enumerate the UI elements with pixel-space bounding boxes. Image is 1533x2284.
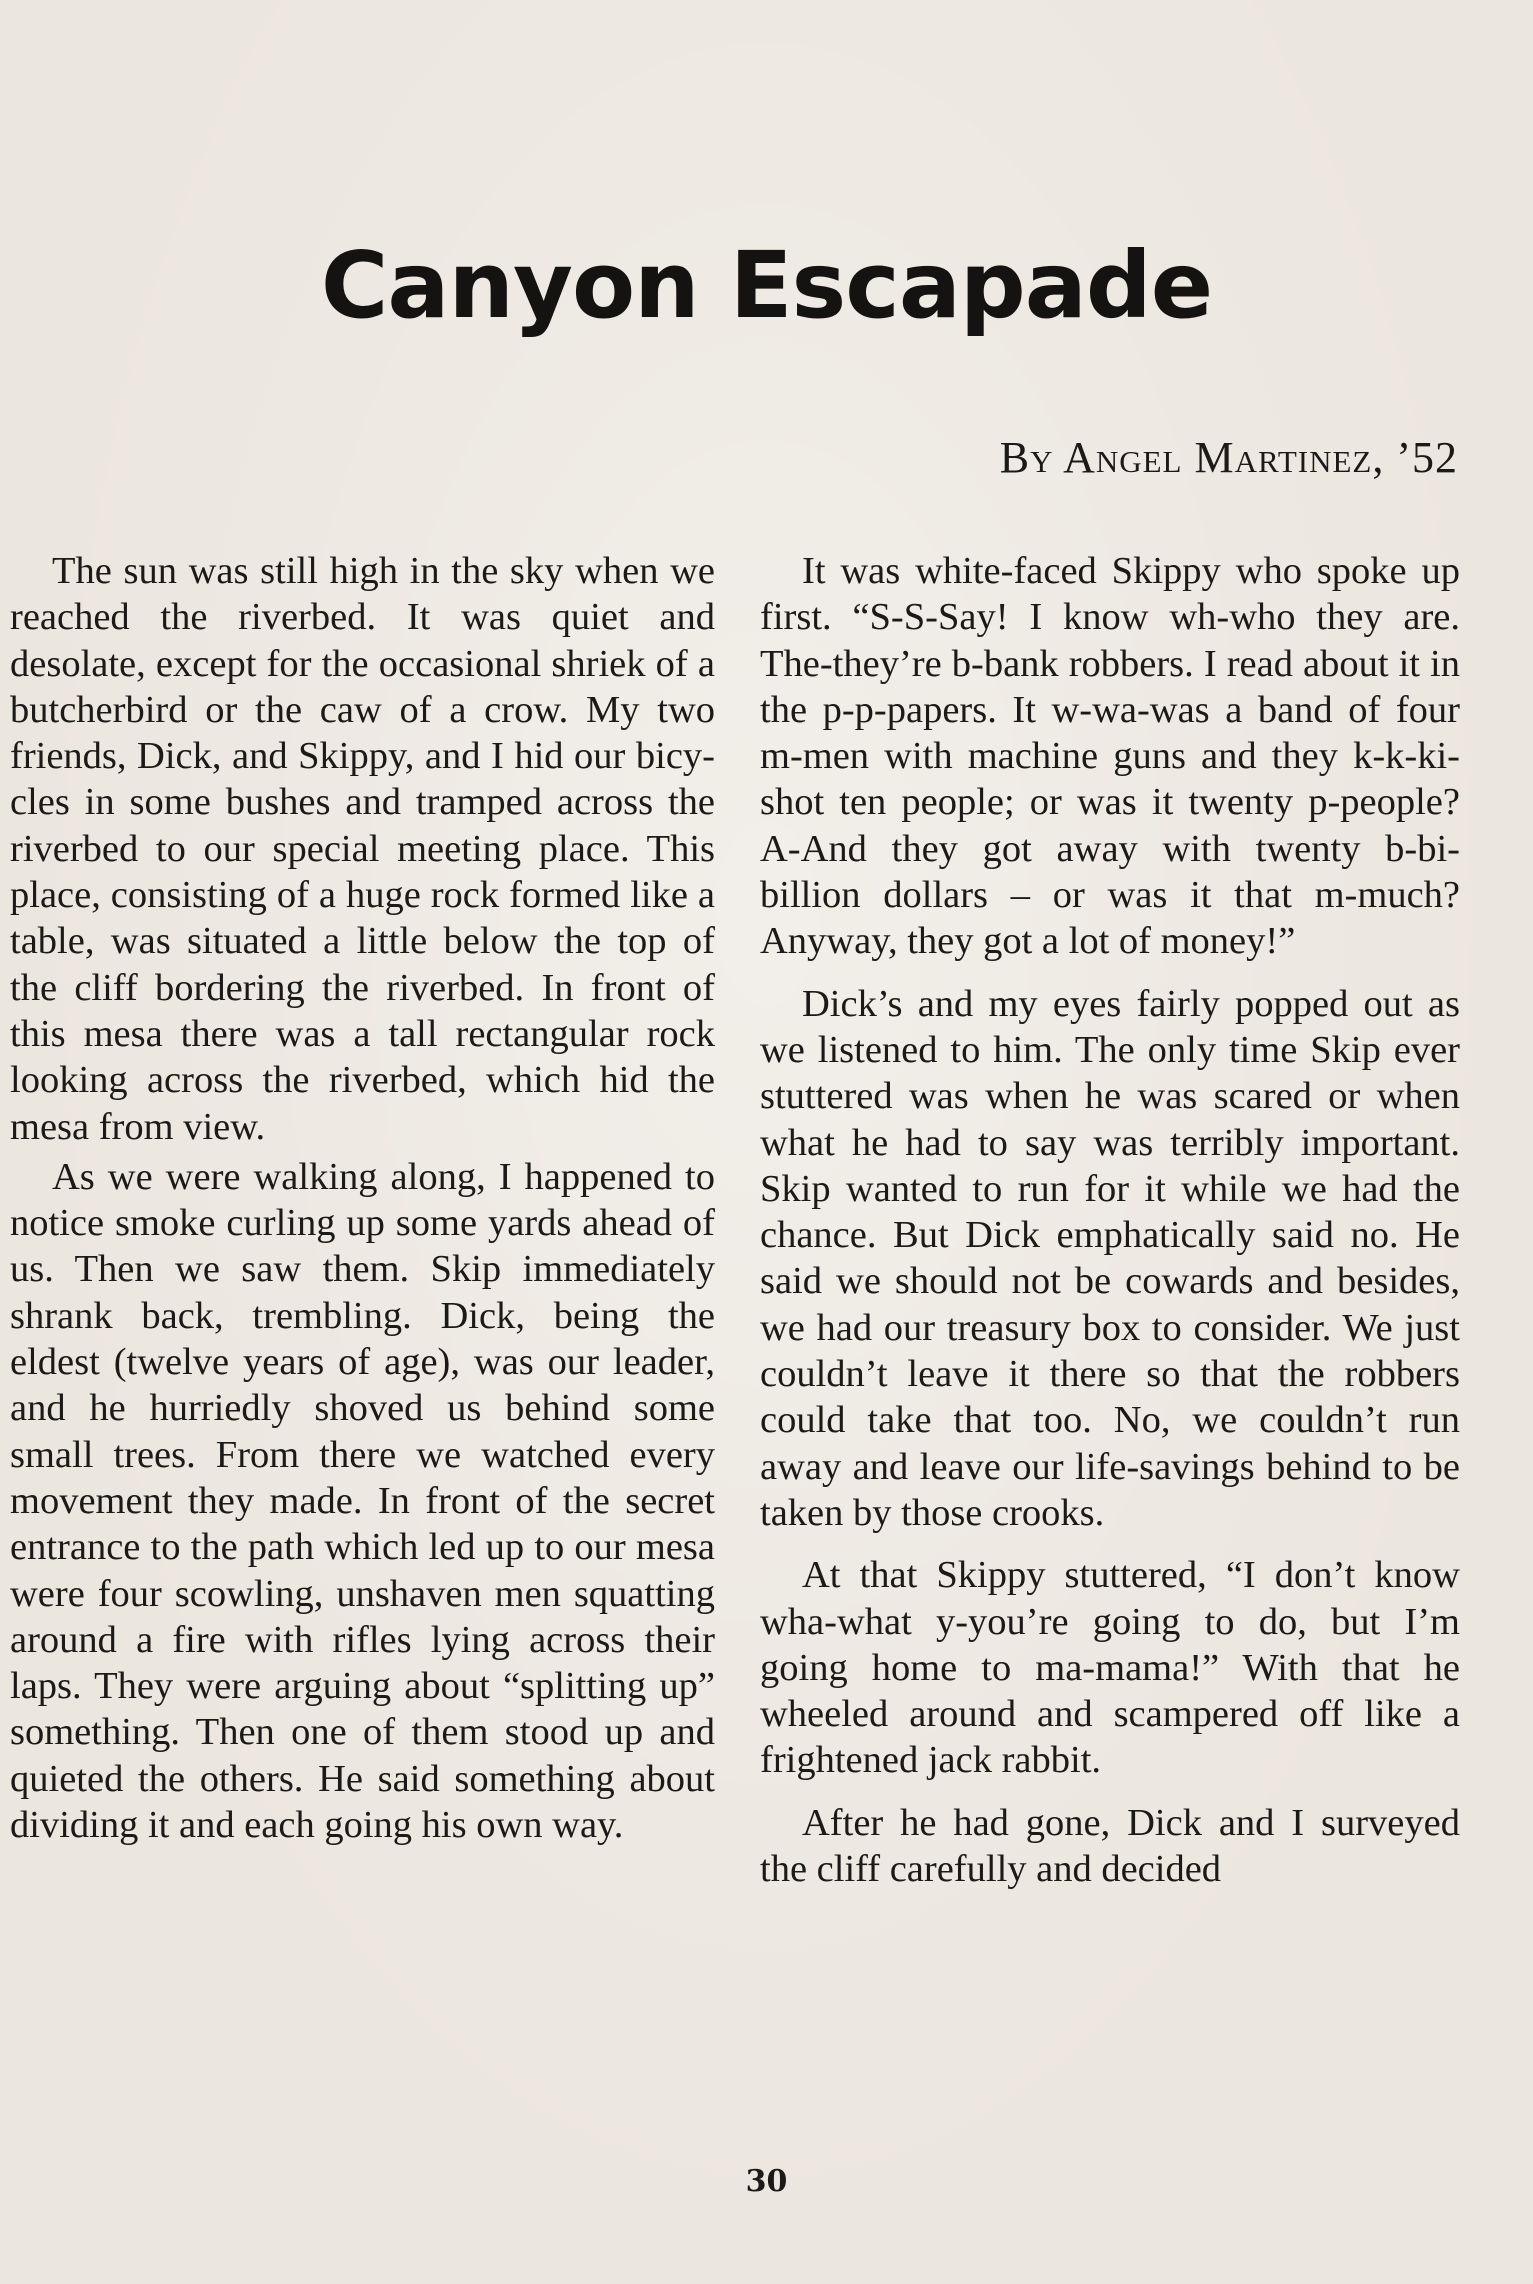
article-byline: By Angel Martinez, ’52 <box>999 433 1458 482</box>
page-number: 30 <box>745 2164 788 2199</box>
paragraph: As we were walking along, I happened to notice smoke curling up some yards ahead of us. Then we saw them. Skip immediately shrank back, trembling. Dick, being the eldest (twelve years of age), was our leader, and he hurriedly shoved us behind some small trees. From there we watched every movement they made. In front of the secret entrance to the path which led up to our mesa were four scowling, unshaven men squatting around a fire with rifles lying across their laps. They were arguing about “splitting up” something. Then one of them stood up and quieted the others. He said something about dividing it and each going his own way. <box>10 1155 715 1847</box>
paragraph: After he had gone, Dick and I surveyed the cliff carefully and decided <box>760 1801 1460 1891</box>
paragraph: At that Skippy stuttered, “I don’t know wha-what y-you’re going to do, but I’m going home to ma-mama!” With that he wheeled around and scampered off like a frightened jack rabbit. <box>760 1554 1460 1782</box>
paragraph: Dick’s and my eyes fairly popped out as we listened to him. The only time Skip ever stuttered was when he was scared or when what he had to say was terribly important. Skip wanted to run for it while we had the chance. But Dick emphatically said no. He said we should not be cowards and besides, we had our treasury box to consider. We just couldn’t leave it there so that the robbers could take that too. No, we couldn’t run away and leave our life-savings behind to be taken by those crooks. <box>760 982 1460 1534</box>
paragraph: The sun was still high in the sky when we reached the riverbed. It was quiet and desolate, except for the occasional shriek of a butcherbird or the caw of a crow. My two friends, Dick, and Skippy, and I hid our bicycles in some bushes and tramped across the riverbed to our special meeting place. This place, consisting of a huge rock formed like a table, was situated a little below the top of the cliff bordering the riverbed. In front of this mesa there was a tall rectangular rock looking across the riverbed, which hid the mesa from view. <box>10 550 715 1148</box>
text-column-right <box>760 548 1460 1892</box>
paragraph: It was white-faced Skippy who spoke up first. “S-S-Say! I know wh-who they are. The-they’re b-bank robbers. I read about it in the p-p-papers. It w-wa-was a band of four m-men with machine guns and they k-k-ki-shot ten people; or was it twenty p-people? A-And they got away with twenty b-bi-billion dollars – or was it that m-much? Anyway, they got a lot of money!” <box>760 550 1460 963</box>
text-column-left <box>10 548 715 1848</box>
article-title: Canyon Escapade <box>320 232 1213 339</box>
